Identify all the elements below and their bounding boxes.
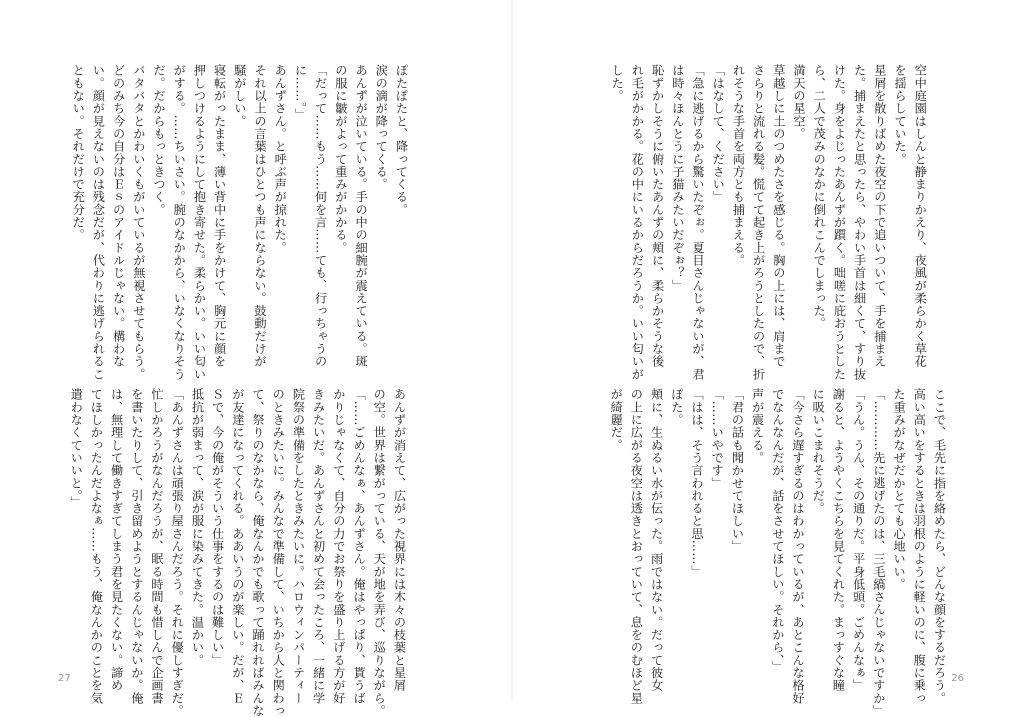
text-line: した。: [610, 64, 625, 102]
text-line: の上に広がる夜空は透きとおっていて、息をのむほど星: [629, 388, 644, 705]
text-line: に……。」: [293, 64, 308, 122]
text-line: 「……いやです」: [710, 388, 725, 490]
text-line: 「急に逃げるから驚いたぞぉ。夏目さんじゃないが、君: [691, 64, 706, 381]
text-line: は時々ほんとうに子猫みたいだぞぉ？」: [670, 64, 685, 292]
text-line: 頬に、生ぬるい水が伝った。雨ではない。だって彼女: [649, 388, 664, 692]
left-page-top-text: [68, 64, 411, 381]
text-line: に吸いこまれそうだ。: [811, 388, 826, 515]
text-line: あんずが泣いている。手の中の細腕が震えている。斑: [354, 64, 369, 368]
text-line: ここで、毛先に指を絡めたら、どんな顔をするだろう。: [932, 388, 947, 705]
text-line: 院祭の準備をしたときみたいに。ハロウィンパーティー: [291, 388, 306, 705]
text-line: い。顔が見えないのは残念だが、代わりに逃げられるこ: [91, 64, 106, 381]
text-line: 騒がしい。: [232, 64, 247, 128]
text-line: れ毛がかかる。花の中にいるからだろうか。いい匂いが: [630, 64, 645, 381]
text-line: た。捕まえたと思ったら、やわい手首は細くて、すり抜: [852, 64, 867, 381]
text-line: 高い高いをするときは羽根のように軽いのに、腹に乗っ: [912, 388, 927, 705]
text-line: の空。世界は繋がっている、天が地を弄び、巡りながら。: [372, 388, 387, 717]
text-line: 「……ごめんなぁ、あんずさん。俺はやっぱり、貰うば: [352, 388, 367, 705]
text-line: て、祭りのなかなら、俺なんかでも歌って踊れればみんな: [251, 388, 266, 717]
page-number-right: 26: [951, 673, 964, 684]
text-line: 「だって……もう……何を言……ても、行っちゃうの: [313, 64, 328, 368]
text-line: あんずさん。と呼ぶ声が掠れた。: [273, 64, 288, 254]
text-line: 草越しに土のつめたさを感じる。胸の上には、肩まで: [771, 64, 786, 368]
text-line: どのみち今の自分はＥｓのアイドルじゃない。構わな: [111, 64, 126, 368]
text-line: あんずが消えて、広がった視界には木々の枝葉と星屑: [392, 388, 407, 692]
text-line: 星屑を散りばめた夜空の下で追いついて、手を捕まえ: [872, 64, 887, 368]
text-line: ら、二人で茂みのなかに倒れこんでしまった。: [812, 64, 827, 330]
text-line: 「はなして、ください」: [711, 64, 726, 204]
text-line: けた。身をよじったあんずが躓く。咄嗟に庇おうとした: [832, 64, 847, 381]
text-line: きみたいだ。あんずさんと初めて会ったころ、一緒に学: [311, 388, 326, 705]
text-line: が友達になってくれる。ああいうのが楽しい。だが、Ｅ: [230, 388, 245, 705]
text-line: だ。だからもっときつく。: [152, 64, 167, 216]
text-line: 満天の星空。: [792, 64, 807, 140]
text-line: 声が震える。: [750, 388, 765, 464]
text-line: 遣わなくていいと。」: [69, 388, 84, 509]
text-line: 「うん。うん、その通りだ。平身低頭。ごめんなぁ」: [851, 388, 866, 692]
text-line: ともない。それだけで充分だ。: [71, 64, 86, 242]
text-line: でなんなんだが、話をさせてほしい。それから、」: [770, 388, 785, 673]
text-line: がする。……ちいさい。腕のなかから、いなくなりそう: [172, 64, 187, 381]
text-line: のときみたいに。みんなで準備して、いちから人と関わっ: [271, 388, 286, 717]
text-line: 「今さら遅すぎるのはわかっているが、あとこんな格好: [791, 388, 806, 705]
text-line: ぽた。: [669, 388, 684, 426]
text-line: 押しつけるようにして抱き寄せた。柔らかい。いい匂い: [192, 64, 207, 381]
text-line: Ｓで、今の俺がそういう仕事をするのは難しい」: [210, 388, 225, 667]
text-line: 抵抗が弱まって、涙が服に染みてきた。温かい。: [190, 388, 205, 667]
text-line: 忙しかろうがなんだろうが、眠る時間も惜しんで企画書: [150, 388, 165, 705]
text-line: それ以上の言葉はひとつも声にならない。鼓動だけが: [253, 64, 268, 368]
text-line: さらりと流れる髪。慌てて起き上がろうとしたので、折: [751, 64, 766, 381]
text-line: 空中庭園はしんと静まりかえり、夜風が柔らかく草花: [913, 64, 928, 368]
left-page-bottom-text: [66, 388, 409, 717]
text-line: 「…………先に逃げたのは、三毛縞さんじゃないですか」: [871, 388, 886, 717]
text-line: 恥ずかしそうに俯いたあんずの頬に、柔らかそうな後: [650, 64, 665, 368]
right-page-bottom-text: [606, 388, 949, 717]
text-line: を揺らしていた。: [893, 64, 908, 166]
text-line: れそうな手首を両方とも捕まえる。: [731, 64, 746, 267]
text-line: てほしかったんだよなぁ……もう、俺なんかのことを気: [89, 388, 104, 705]
text-line: バタバタとかわいくもがいているが無視させてもらう。: [131, 64, 146, 381]
text-line: た重みがなぜだかとても心地いい。: [892, 388, 907, 591]
text-line: 謝ると、ようやくこちらを見てくれた。まっすぐな瞳: [831, 388, 846, 692]
text-line: 「君の話も聞かせてほしい」: [730, 388, 745, 553]
text-line: 寝転がったまま、薄い背中に手をかけて、胸元に顔を: [212, 64, 227, 368]
right-page-top-text: [607, 64, 930, 381]
right-page: [512, 0, 1024, 717]
text-line: かりじゃなくて、自分の力でお祭りを盛り上げる方が好: [331, 388, 346, 705]
text-line: を書いたりして、引き留めようとするんじゃないか。俺: [129, 388, 144, 705]
text-line: が綺麗だ。: [609, 388, 624, 452]
text-line: の服に皺がよって重みがかかる。: [333, 64, 348, 254]
page-number-left: 27: [58, 673, 71, 684]
text-line: ぽたぽたと、降ってくる。: [394, 64, 409, 216]
text-line: 「あんずさんは頑張り屋さんだろう。それに優しすぎだ。: [170, 388, 185, 717]
text-line: 涙の滴が降ってくる。: [374, 64, 389, 191]
text-line: は、無理して働きすぎてしまう君を見たくない。諦め: [109, 388, 124, 692]
text-line: 「はは、そう言われると思……」: [690, 388, 705, 578]
